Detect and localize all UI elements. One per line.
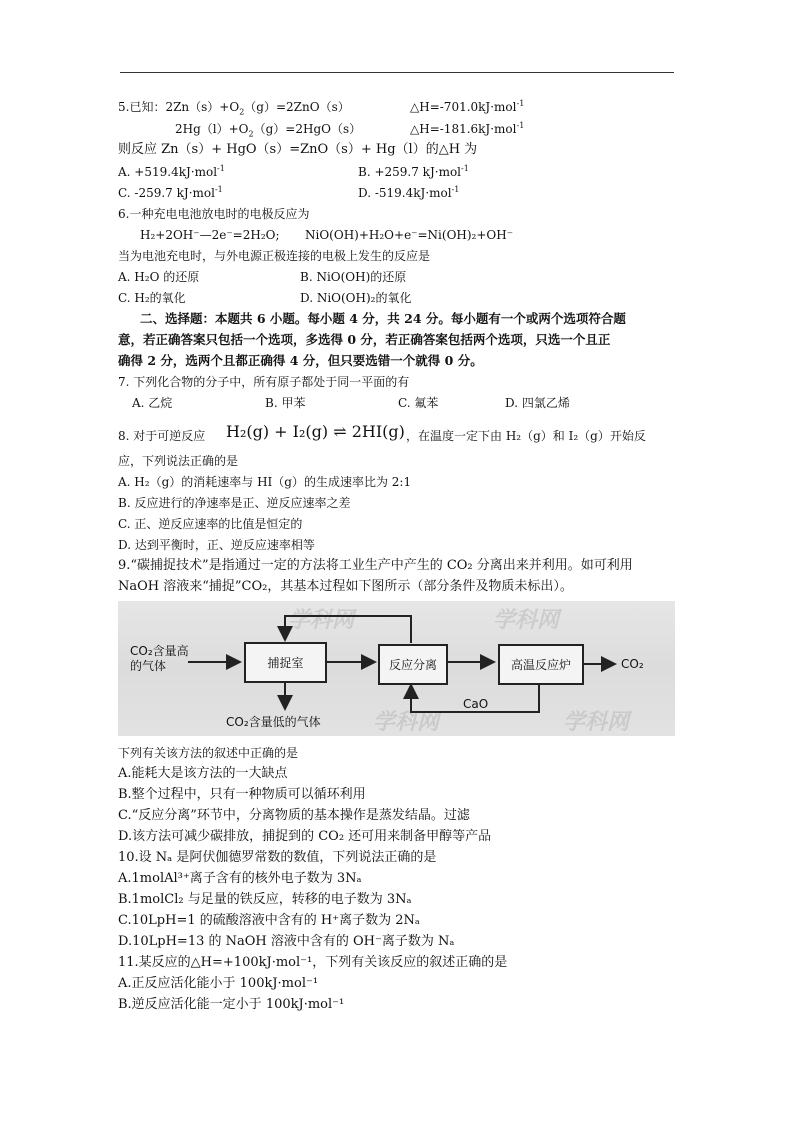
q10-option-d: D.10LpH=13 的 NaOH 溶液中含有的 OH⁻离子数为 Nₐ [118, 934, 455, 949]
superscript: -1 [451, 185, 460, 194]
q9-option-c: C.“反应分离”环节中，分离物质的基本操作是蒸发结晶。过滤 [118, 808, 470, 823]
q9-option-b: B.整个过程中，只有一种物质可以循环利用 [118, 787, 366, 802]
q5-option-a-text: A. +519.4kJ·mol [118, 165, 218, 179]
q5-eq1-dh-value: △H=-701.0kJ·mol [410, 100, 517, 114]
section2-line2: 意，若正确答案只包括一个选项，多选得 0 分，若正确答案包括两个选项，只选一个且正 [118, 332, 611, 347]
q9-option-a: A.能耗大是该方法的一大缺点 [118, 766, 288, 781]
subscript: 2 [239, 107, 245, 117]
header-rule [120, 72, 674, 73]
q8-stem-b: ，在温度一定下由 H₂（g）和 I₂（g）开始反 [406, 429, 646, 443]
q5-option-b-text: B. +259.7 kJ·mol [358, 165, 462, 179]
q6-option-b: B. NiO(OH)的还原 [300, 270, 407, 284]
superscript: -1 [516, 121, 525, 130]
q5-eq1 [118, 99, 350, 115]
q8-option-a: A. H₂（g）的消耗速率与 HI（g）的生成速率比为 2:1 [118, 475, 412, 489]
q8-option-c: C. 正、逆反应速率的比值是恒定的 [118, 517, 303, 531]
superscript: -1 [214, 185, 223, 194]
q8-stem-c: 应，下列说法正确的是 [118, 454, 239, 468]
q6-option-c: C. H₂的氧化 [118, 291, 186, 305]
q5-option-c [118, 185, 223, 201]
q10-option-a: A.1molAl³⁺离子含有的核外电子数为 3Nₐ [118, 871, 362, 886]
q9-question: 下列有关该方法的叙述中正确的是 [118, 746, 299, 760]
q9-option-d: D.该方法可减少碳排放，捕捉到的 CO₂ 还可用来制备甲醇等产品 [118, 829, 492, 844]
q7-option-c: C. 氟苯 [398, 396, 439, 410]
q8-stem-a: 8. 对于可逆反应 [118, 429, 206, 443]
input-gas-label-line2: 的气体 [130, 659, 167, 673]
watermark: 学科网 [288, 608, 355, 633]
q11-option-a: A.正反应活化能小于 100kJ·mol⁻¹ [118, 976, 319, 991]
watermark: 学科网 [563, 710, 630, 735]
q5-eq2-right: （g）=2HgO（s） [253, 122, 362, 136]
q7-option-a: A. 乙烷 [132, 396, 173, 410]
q11-option-b: B.逆反应活化能一定小于 100kJ·mol⁻¹ [118, 997, 345, 1012]
q8-option-b: B. 反应进行的净速率是正、逆反应速率之差 [118, 496, 351, 510]
q8-option-d: D. 达到平衡时，正、逆反应速率相等 [118, 538, 315, 552]
carbon-capture-diagram [118, 601, 675, 736]
q6-question: 当为电池充电时，与外电源正极连接的电极上发生的反应是 [118, 249, 431, 263]
q6-stem: 6.一种充电电池放电时的电极反应为 [118, 207, 310, 221]
q5-option-d-text: D. -519.4kJ·mol [358, 186, 452, 200]
superscript: -1 [461, 164, 469, 173]
q5-eq2-left: 2Hg（l）+O [175, 122, 249, 136]
co2-output-label: CO₂ [621, 657, 644, 671]
q6-eq2: NiO(OH)+H₂O+e⁻=Ni(OH)₂+OH⁻ [305, 228, 514, 242]
superscript: -1 [217, 164, 225, 173]
q9-line1: 9.“碳捕捉技术”是指通过一定的方法将工业生产中产生的 CO₂ 分离出来并利用。如可利用 [118, 558, 633, 573]
q8-equation: H₂(g) + I₂(g) ⇌ 2HI(g) [226, 422, 405, 441]
input-gas-label-line1: CO₂含量高 [130, 644, 189, 658]
q7-stem: 7. 下列化合物的分子中，所有原子都处于同一平面的有 [118, 375, 410, 389]
reaction-separation-box: 反应分离 [378, 644, 448, 685]
capture-chamber-box: 捕捉室 [244, 642, 327, 683]
high-temp-furnace-box: 高温反应炉 [498, 644, 584, 685]
q5-eq1-left: 5.已知：2Zn（s）+O [118, 100, 240, 114]
q6-option-d: D. NiO(OH)₂的氧化 [300, 291, 412, 305]
q5-option-c-text: C. -259.7 kJ·mol [118, 186, 215, 200]
watermark: 学科网 [493, 608, 560, 633]
subscript: 2 [248, 129, 254, 139]
q5-eq2-dh [410, 121, 524, 137]
q7-option-b: B. 甲苯 [265, 396, 306, 410]
q5-eq1-dh [410, 99, 524, 115]
q5-question: 则反应 Zn（s）+ HgO（s）=ZnO（s）+ Hg（l）的△H 为 [118, 142, 478, 157]
q10-option-b: B.1molCl₂ 与足量的铁反应，转移的电子数为 3Nₐ [118, 892, 412, 907]
q5-option-d [358, 185, 459, 201]
q10-option-c: C.10LpH=1 的硫酸溶液中含有的 H⁺离子数为 2Nₐ [118, 913, 420, 928]
q6-eq1: H₂+2OH⁻—2e⁻=2H₂O; [140, 228, 280, 242]
q7-option-d: D. 四氯乙烯 [505, 396, 570, 410]
low-co2-gas-label: CO₂含量低的气体 [226, 715, 321, 729]
q5-eq2 [175, 121, 361, 137]
q6-option-a: A. H₂O 的还原 [118, 270, 200, 284]
q5-option-a [118, 164, 225, 180]
q9-line2: NaOH 溶液来“捕捉”CO₂，其基本过程如下图所示（部分条件及物质未标出）。 [118, 579, 573, 594]
q5-eq2-dh-value: △H=-181.6kJ·mol [410, 122, 517, 136]
section2-line3: 确得 2 分，选两个且都正确得 4 分，但只要选错一个就得 0 分。 [118, 353, 483, 368]
superscript: -1 [516, 99, 525, 108]
section2-line1: 二、选择题：本题共 6 小题。每小题 4 分，共 24 分。每小题有一个或两个选项符合题 [140, 311, 626, 326]
q10-stem: 10.设 Nₐ 是阿伏伽德罗常数的数值，下列说法正确的是 [118, 850, 437, 865]
q11-stem: 11.某反应的△H=+100kJ·mol⁻¹，下列有关该反应的叙述正确的是 [118, 955, 508, 970]
q5-option-b [358, 164, 469, 180]
watermark: 学科网 [373, 710, 440, 735]
cao-label: CaO [463, 697, 489, 711]
q5-eq1-right: （g）=2ZnO（s） [244, 100, 350, 114]
